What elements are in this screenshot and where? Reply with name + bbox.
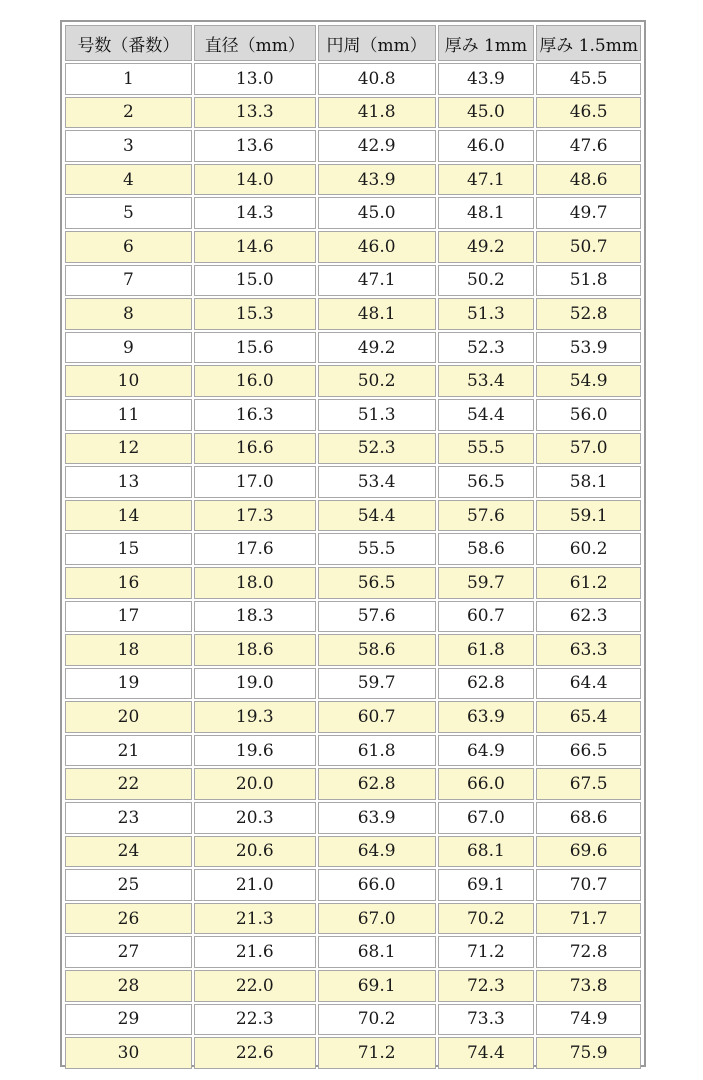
- cell-thickness-1mm: 54.4: [438, 399, 535, 431]
- cell-thickness-1-5mm: 70.7: [536, 869, 641, 901]
- table-row: [65, 399, 641, 431]
- cell-circumference: 52.3: [318, 433, 436, 465]
- cell-size-number: 27: [65, 936, 192, 968]
- cell-diameter: 14.6: [194, 231, 316, 263]
- table-row: [65, 365, 641, 397]
- cell-thickness-1-5mm: 72.8: [536, 936, 641, 968]
- cell-diameter: 19.0: [194, 668, 316, 700]
- cell-circumference: 56.5: [318, 567, 436, 599]
- cell-thickness-1-5mm: 63.3: [536, 634, 641, 666]
- cell-diameter: 17.3: [194, 500, 316, 532]
- cell-size-number: 3: [65, 130, 192, 162]
- cell-thickness-1-5mm: 50.7: [536, 231, 641, 263]
- cell-diameter: 15.3: [194, 298, 316, 330]
- cell-thickness-1-5mm: 66.5: [536, 735, 641, 767]
- cell-thickness-1-5mm: 62.3: [536, 601, 641, 633]
- table-row: [65, 668, 641, 700]
- ring-size-table: [63, 23, 643, 1071]
- table-row: [65, 533, 641, 565]
- cell-thickness-1-5mm: 60.2: [536, 533, 641, 565]
- cell-diameter: 16.0: [194, 365, 316, 397]
- cell-circumference: 68.1: [318, 936, 436, 968]
- header-size-number: 号数（番数）: [65, 25, 192, 61]
- table-row: [65, 130, 641, 162]
- cell-size-number: 17: [65, 601, 192, 633]
- cell-diameter: 14.0: [194, 164, 316, 196]
- cell-diameter: 20.3: [194, 802, 316, 834]
- cell-thickness-1mm: 59.7: [438, 567, 535, 599]
- cell-circumference: 45.0: [318, 197, 436, 229]
- cell-circumference: 59.7: [318, 668, 436, 700]
- table-row: [65, 836, 641, 868]
- cell-diameter: 13.3: [194, 97, 316, 129]
- cell-thickness-1mm: 70.2: [438, 903, 535, 935]
- cell-size-number: 14: [65, 500, 192, 532]
- cell-size-number: 6: [65, 231, 192, 263]
- cell-diameter: 22.3: [194, 1004, 316, 1036]
- cell-thickness-1mm: 53.4: [438, 365, 535, 397]
- table-row: [65, 231, 641, 263]
- cell-size-number: 7: [65, 265, 192, 297]
- cell-circumference: 53.4: [318, 466, 436, 498]
- cell-diameter: 21.3: [194, 903, 316, 935]
- cell-circumference: 63.9: [318, 802, 436, 834]
- cell-thickness-1-5mm: 57.0: [536, 433, 641, 465]
- cell-circumference: 60.7: [318, 701, 436, 733]
- cell-size-number: 10: [65, 365, 192, 397]
- header-row: [65, 25, 641, 61]
- cell-thickness-1-5mm: 52.8: [536, 298, 641, 330]
- cell-size-number: 8: [65, 298, 192, 330]
- cell-thickness-1-5mm: 54.9: [536, 365, 641, 397]
- cell-circumference: 51.3: [318, 399, 436, 431]
- cell-size-number: 23: [65, 802, 192, 834]
- table-row: [65, 869, 641, 901]
- cell-diameter: 18.0: [194, 567, 316, 599]
- table-row: [65, 634, 641, 666]
- cell-circumference: 42.9: [318, 130, 436, 162]
- cell-thickness-1mm: 58.6: [438, 533, 535, 565]
- table-row: [65, 735, 641, 767]
- cell-thickness-1mm: 46.0: [438, 130, 535, 162]
- cell-size-number: 18: [65, 634, 192, 666]
- cell-circumference: 40.8: [318, 63, 436, 95]
- cell-diameter: 15.6: [194, 332, 316, 364]
- cell-thickness-1mm: 67.0: [438, 802, 535, 834]
- cell-diameter: 16.6: [194, 433, 316, 465]
- cell-diameter: 19.3: [194, 701, 316, 733]
- cell-diameter: 13.6: [194, 130, 316, 162]
- cell-size-number: 24: [65, 836, 192, 868]
- cell-circumference: 62.8: [318, 768, 436, 800]
- cell-size-number: 5: [65, 197, 192, 229]
- cell-thickness-1mm: 49.2: [438, 231, 535, 263]
- cell-thickness-1mm: 61.8: [438, 634, 535, 666]
- cell-thickness-1mm: 56.5: [438, 466, 535, 498]
- cell-thickness-1-5mm: 49.7: [536, 197, 641, 229]
- cell-thickness-1mm: 52.3: [438, 332, 535, 364]
- cell-thickness-1mm: 45.0: [438, 97, 535, 129]
- cell-thickness-1mm: 62.8: [438, 668, 535, 700]
- cell-circumference: 49.2: [318, 332, 436, 364]
- cell-thickness-1mm: 57.6: [438, 500, 535, 532]
- cell-size-number: 15: [65, 533, 192, 565]
- cell-thickness-1mm: 64.9: [438, 735, 535, 767]
- cell-size-number: 28: [65, 970, 192, 1002]
- cell-thickness-1mm: 47.1: [438, 164, 535, 196]
- cell-thickness-1-5mm: 69.6: [536, 836, 641, 868]
- cell-diameter: 21.0: [194, 869, 316, 901]
- cell-size-number: 26: [65, 903, 192, 935]
- cell-thickness-1mm: 66.0: [438, 768, 535, 800]
- cell-size-number: 29: [65, 1004, 192, 1036]
- cell-thickness-1-5mm: 64.4: [536, 668, 641, 700]
- cell-thickness-1-5mm: 59.1: [536, 500, 641, 532]
- cell-thickness-1mm: 55.5: [438, 433, 535, 465]
- cell-thickness-1mm: 60.7: [438, 601, 535, 633]
- table-row: [65, 903, 641, 935]
- table-row: [65, 1004, 641, 1036]
- cell-thickness-1-5mm: 71.7: [536, 903, 641, 935]
- cell-size-number: 1: [65, 63, 192, 95]
- cell-thickness-1-5mm: 73.8: [536, 970, 641, 1002]
- cell-diameter: 20.6: [194, 836, 316, 868]
- cell-thickness-1-5mm: 48.6: [536, 164, 641, 196]
- cell-size-number: 22: [65, 768, 192, 800]
- table-row: [65, 433, 641, 465]
- cell-circumference: 66.0: [318, 869, 436, 901]
- cell-thickness-1-5mm: 53.9: [536, 332, 641, 364]
- table-row: [65, 466, 641, 498]
- cell-thickness-1mm: 69.1: [438, 869, 535, 901]
- table-row: [65, 567, 641, 599]
- cell-thickness-1mm: 72.3: [438, 970, 535, 1002]
- cell-diameter: 16.3: [194, 399, 316, 431]
- table-row: [65, 1037, 641, 1069]
- cell-size-number: 2: [65, 97, 192, 129]
- table-row: [65, 802, 641, 834]
- cell-circumference: 50.2: [318, 365, 436, 397]
- table-row: [65, 197, 641, 229]
- cell-circumference: 47.1: [318, 265, 436, 297]
- cell-circumference: 64.9: [318, 836, 436, 868]
- cell-thickness-1-5mm: 61.2: [536, 567, 641, 599]
- table-row: [65, 265, 641, 297]
- cell-thickness-1mm: 73.3: [438, 1004, 535, 1036]
- table-row: [65, 97, 641, 129]
- cell-circumference: 57.6: [318, 601, 436, 633]
- cell-thickness-1-5mm: 58.1: [536, 466, 641, 498]
- cell-size-number: 9: [65, 332, 192, 364]
- header-circumference: 円周（mm）: [318, 25, 436, 61]
- cell-size-number: 19: [65, 668, 192, 700]
- header-thickness-1mm: 厚み 1mm: [438, 25, 535, 61]
- cell-diameter: 15.0: [194, 265, 316, 297]
- cell-circumference: 70.2: [318, 1004, 436, 1036]
- cell-size-number: 13: [65, 466, 192, 498]
- cell-diameter: 22.6: [194, 1037, 316, 1069]
- cell-size-number: 30: [65, 1037, 192, 1069]
- table-row: [65, 936, 641, 968]
- cell-circumference: 67.0: [318, 903, 436, 935]
- table-row: [65, 63, 641, 95]
- cell-circumference: 43.9: [318, 164, 436, 196]
- cell-thickness-1mm: 43.9: [438, 63, 535, 95]
- cell-circumference: 61.8: [318, 735, 436, 767]
- cell-diameter: 13.0: [194, 63, 316, 95]
- header-diameter: 直径（mm）: [194, 25, 316, 61]
- cell-size-number: 25: [65, 869, 192, 901]
- table-row: [65, 500, 641, 532]
- cell-circumference: 48.1: [318, 298, 436, 330]
- cell-circumference: 54.4: [318, 500, 436, 532]
- table-row: [65, 970, 641, 1002]
- cell-thickness-1mm: 63.9: [438, 701, 535, 733]
- cell-circumference: 55.5: [318, 533, 436, 565]
- cell-size-number: 11: [65, 399, 192, 431]
- cell-thickness-1mm: 51.3: [438, 298, 535, 330]
- table-row: [65, 332, 641, 364]
- table-row: [65, 298, 641, 330]
- ring-size-table-container: [60, 20, 646, 1067]
- cell-circumference: 46.0: [318, 231, 436, 263]
- cell-thickness-1-5mm: 68.6: [536, 802, 641, 834]
- cell-thickness-1-5mm: 45.5: [536, 63, 641, 95]
- cell-thickness-1-5mm: 74.9: [536, 1004, 641, 1036]
- cell-thickness-1-5mm: 51.8: [536, 265, 641, 297]
- cell-size-number: 16: [65, 567, 192, 599]
- cell-thickness-1-5mm: 75.9: [536, 1037, 641, 1069]
- cell-thickness-1mm: 50.2: [438, 265, 535, 297]
- cell-diameter: 18.6: [194, 634, 316, 666]
- cell-circumference: 69.1: [318, 970, 436, 1002]
- table-row: [65, 164, 641, 196]
- cell-diameter: 17.6: [194, 533, 316, 565]
- cell-thickness-1mm: 68.1: [438, 836, 535, 868]
- cell-diameter: 17.0: [194, 466, 316, 498]
- cell-circumference: 71.2: [318, 1037, 436, 1069]
- cell-thickness-1-5mm: 65.4: [536, 701, 641, 733]
- table-header: [65, 25, 641, 61]
- cell-diameter: 21.6: [194, 936, 316, 968]
- cell-diameter: 14.3: [194, 197, 316, 229]
- cell-size-number: 21: [65, 735, 192, 767]
- table-body: [65, 63, 641, 1069]
- cell-thickness-1mm: 71.2: [438, 936, 535, 968]
- cell-size-number: 20: [65, 701, 192, 733]
- cell-thickness-1-5mm: 46.5: [536, 97, 641, 129]
- cell-thickness-1-5mm: 47.6: [536, 130, 641, 162]
- table-row: [65, 701, 641, 733]
- cell-thickness-1mm: 48.1: [438, 197, 535, 229]
- cell-diameter: 18.3: [194, 601, 316, 633]
- cell-diameter: 20.0: [194, 768, 316, 800]
- cell-thickness-1-5mm: 67.5: [536, 768, 641, 800]
- table-row: [65, 601, 641, 633]
- cell-circumference: 41.8: [318, 97, 436, 129]
- cell-size-number: 12: [65, 433, 192, 465]
- cell-diameter: 19.6: [194, 735, 316, 767]
- cell-diameter: 22.0: [194, 970, 316, 1002]
- header-thickness-1-5mm: 厚み 1.5mm: [536, 25, 641, 61]
- cell-thickness-1-5mm: 56.0: [536, 399, 641, 431]
- cell-circumference: 58.6: [318, 634, 436, 666]
- table-row: [65, 768, 641, 800]
- cell-size-number: 4: [65, 164, 192, 196]
- cell-thickness-1mm: 74.4: [438, 1037, 535, 1069]
